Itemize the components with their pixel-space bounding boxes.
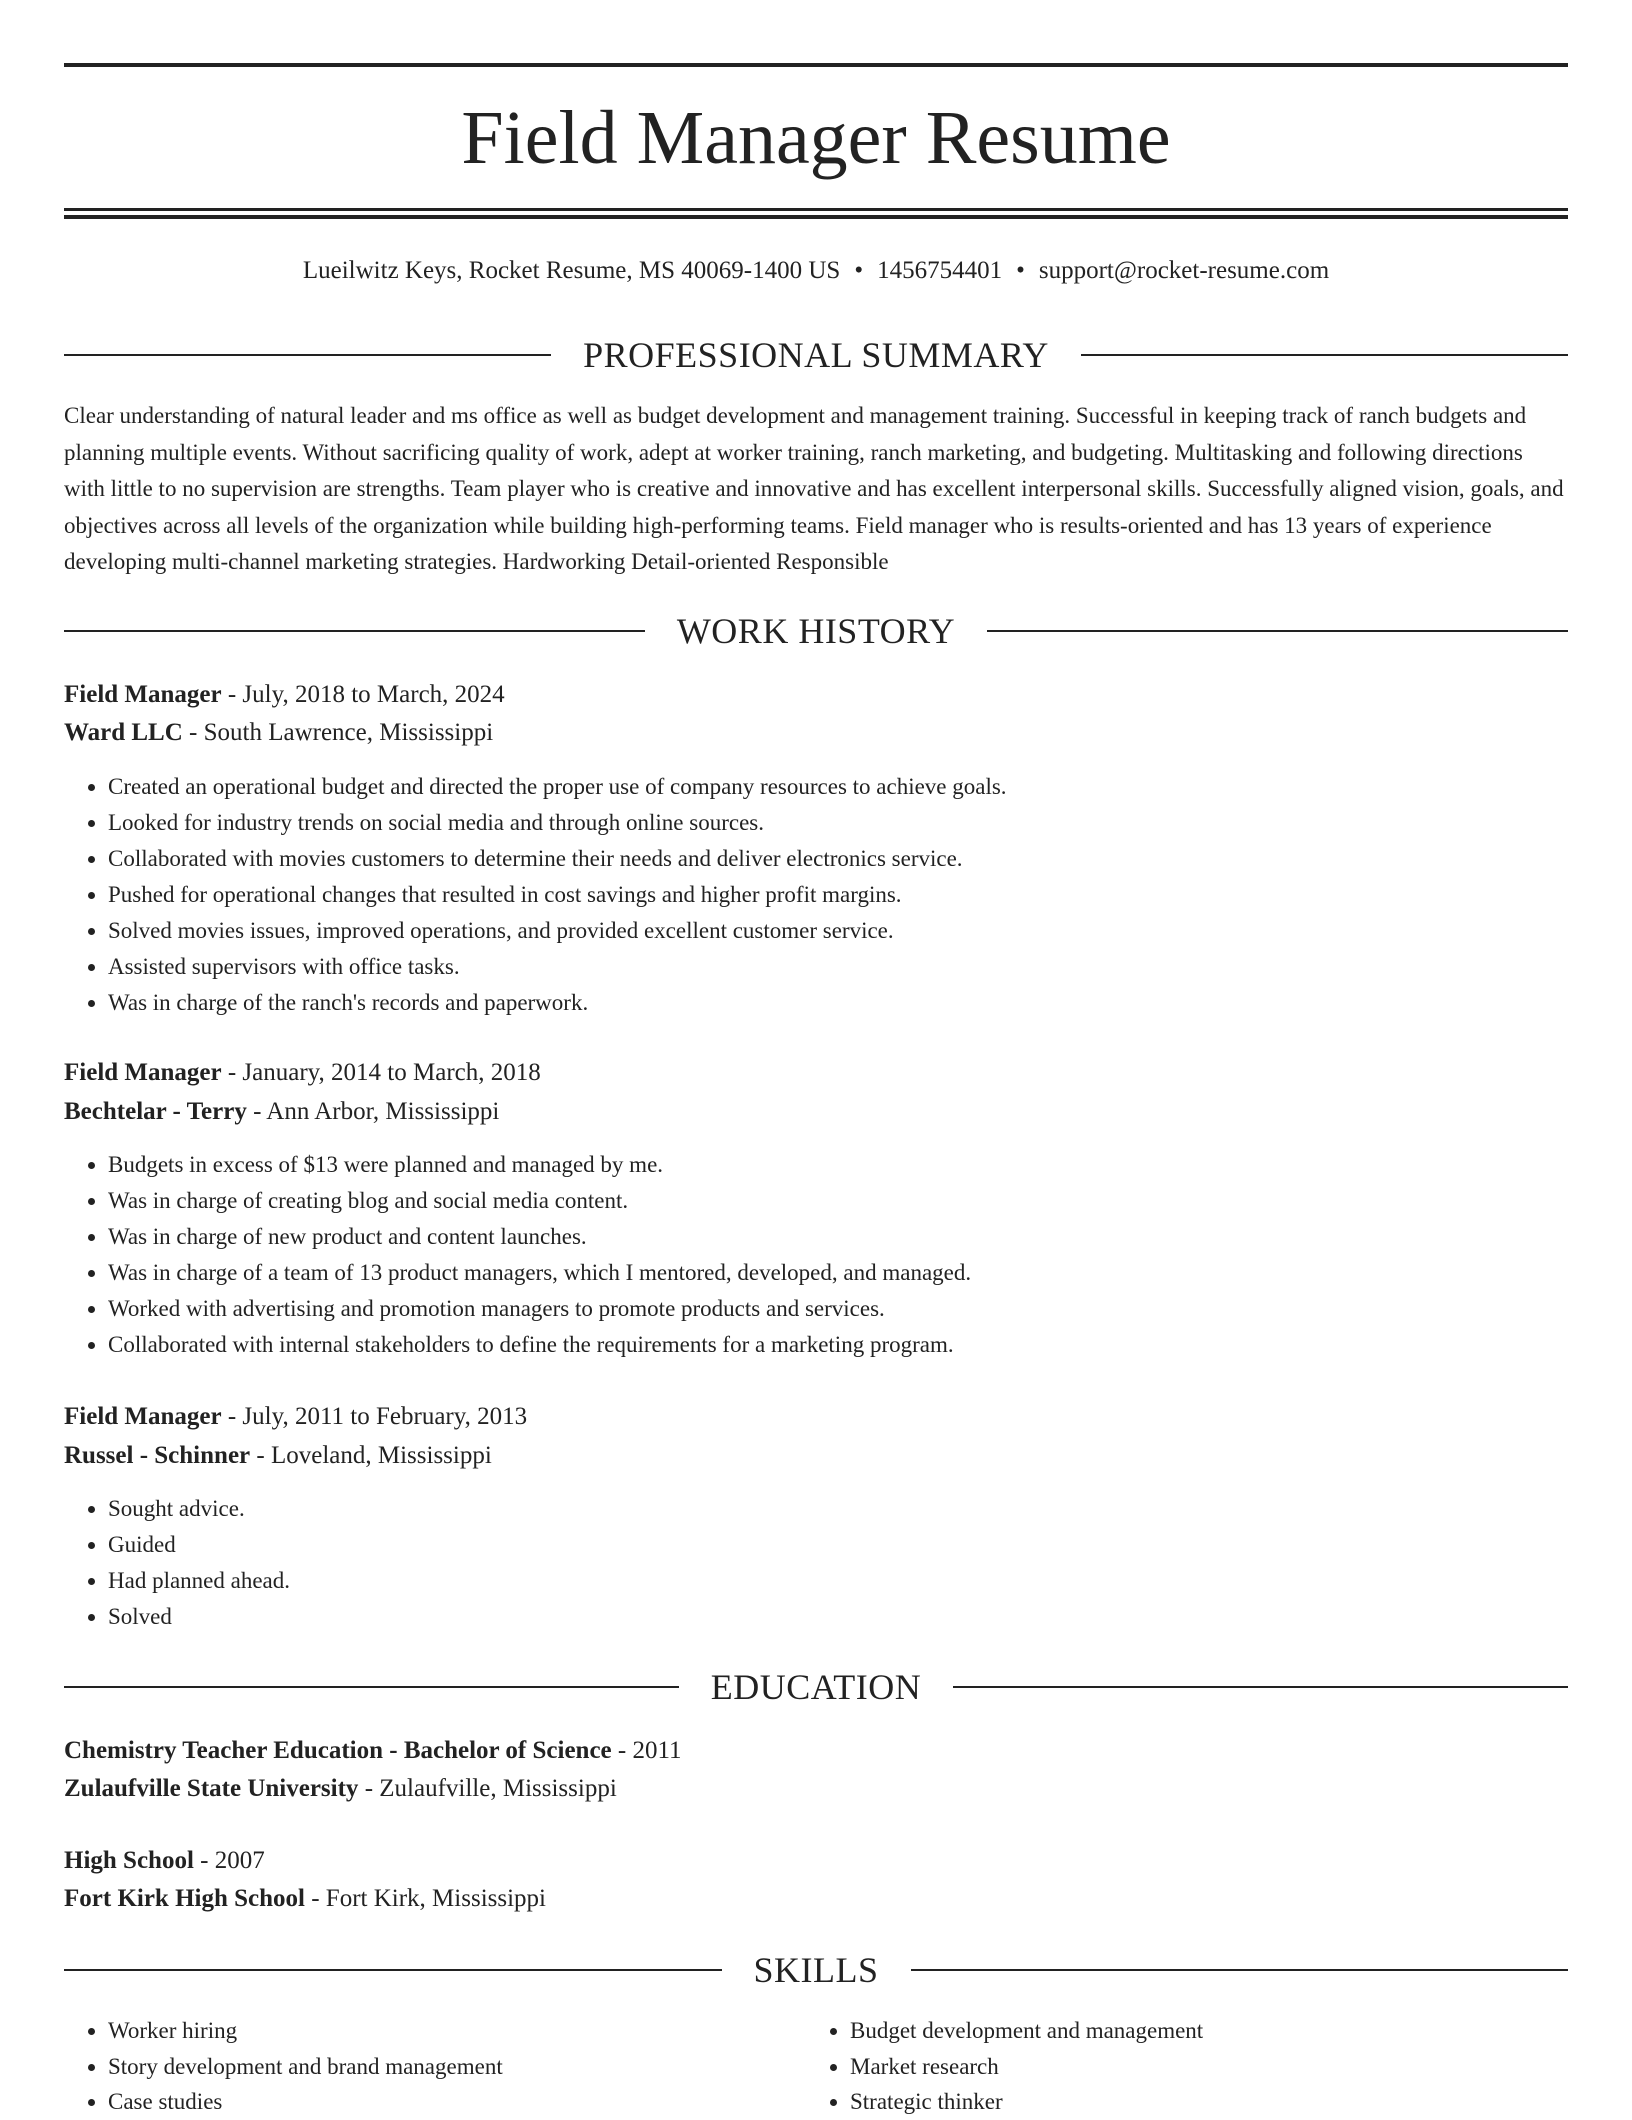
education-degree: High School	[64, 1847, 194, 1874]
heading-rule-left	[64, 630, 645, 632]
contact-separator: •	[1016, 257, 1025, 284]
job-dates: - July, 2018 to March, 2024	[221, 681, 505, 708]
education-degree-line	[64, 1733, 1568, 1769]
list-item: • Was in charge of creating blog and social media content.	[108, 1183, 1568, 1219]
job-dates: - July, 2011 to February, 2013	[221, 1403, 528, 1430]
job-location: - South Lawrence, Mississippi	[182, 719, 494, 746]
title-rule-lower	[64, 215, 1568, 219]
top-rule	[64, 63, 1568, 67]
job-title-line	[64, 677, 1568, 713]
heading-rule-right	[911, 1969, 1569, 1971]
list-item: • Had planned ahead.	[108, 1563, 1568, 1599]
list-item: • Guided	[108, 1527, 1568, 1563]
heading-rule-right	[1081, 354, 1568, 356]
heading-rule-right	[953, 1686, 1568, 1688]
list-item: • Sought advice.	[108, 1491, 1568, 1527]
job-dates: - January, 2014 to March, 2018	[221, 1059, 541, 1086]
job-title-line	[64, 1055, 1568, 1091]
contact-line	[64, 254, 1568, 288]
job-title-line	[64, 1399, 1568, 1435]
skill-item: • Case studies	[108, 2084, 808, 2120]
education-degree: Chemistry Teacher Education - Bachelor of Science	[64, 1737, 612, 1764]
summary-paragraph: Clear understanding of natural leader and ms office as well as budget development and management training. Successful in keeping track of ranch budgets and planning multiple events. Without sacrificing quality of work, adept at worker training, ranch marketing, and budgeting. Multitasking and following directions with little to no supervision are strengths. Team player who is creative and innovative and has excellent interpersonal skills. Successfully aligned vision, goals, and objectives across all levels of the organization while building high-performing teams. Field manager who is results-oriented and has 13 years of experience developing multi-channel marketing strategies. Hardworking Detail-oriented Responsible	[64, 403, 1564, 574]
education-section-heading	[64, 1667, 1568, 1707]
list-item: • Worked with advertising and promotion managers to promote products and services.	[108, 1291, 1568, 1327]
summary-heading: PROFESSIONAL SUMMARY	[583, 335, 1049, 375]
job-company: Russel - Schinner	[64, 1442, 251, 1469]
contact-phone: 1456754401	[877, 257, 1003, 284]
list-item: • Collaborated with movies customers to determine their needs and deliver electronics service.	[108, 841, 1568, 877]
list-item: • Was in charge of new product and content launches.	[108, 1219, 1568, 1255]
job-bullets	[64, 769, 1568, 1021]
heading-rule-left	[64, 1686, 679, 1688]
contact-address: Lueilwitz Keys, Rocket Resume, MS 40069-1400 US	[302, 257, 841, 284]
list-item: • Budgets in excess of $13 were planned and managed by me.	[108, 1147, 1568, 1183]
skill-item: • Story development and brand management	[108, 2049, 808, 2085]
education-year: - 2007	[193, 1847, 265, 1874]
summary-section-heading	[64, 335, 1568, 375]
skill-item: • Market research	[850, 2049, 1550, 2085]
skill-item: • Budget development and management	[850, 2013, 1550, 2049]
list-item: • Looked for industry trends on social media and through online sources.	[108, 805, 1568, 841]
job-bullets	[64, 1491, 1568, 1635]
education-school: Zulaufville State University	[64, 1775, 359, 1802]
education-school-line	[64, 1881, 1568, 1917]
job-company: Ward LLC	[64, 719, 183, 746]
list-item: • Was in charge of the ranch's records and paperwork.	[108, 985, 1568, 1021]
skills-list-right	[806, 2013, 1550, 2120]
job-company: Bechtelar - Terry	[64, 1098, 247, 1125]
skills-heading: SKILLS	[753, 1950, 879, 1990]
resume-title: Field Manager Resume	[461, 96, 1171, 180]
title-rule-upper	[64, 208, 1568, 211]
contact-email: support@rocket-resume.com	[1038, 257, 1330, 284]
education-school: Fort Kirk High School	[64, 1885, 305, 1912]
education-year: - 2011	[611, 1737, 682, 1764]
skill-item: • Strategic thinker	[850, 2084, 1550, 2120]
list-item: • Solved movies issues, improved operations, and provided excellent customer service.	[108, 913, 1568, 949]
list-item: • Assisted supervisors with office tasks.	[108, 949, 1568, 985]
job-bullets	[64, 1147, 1568, 1363]
contact-separator: •	[854, 257, 864, 284]
work-section-heading	[64, 611, 1568, 651]
work-heading: WORK HISTORY	[676, 611, 956, 651]
skill-item: • Worker hiring	[108, 2013, 808, 2049]
job-title: Field Manager	[64, 1403, 222, 1430]
job-org-line	[64, 1094, 1568, 1130]
job-org-line	[64, 1438, 1568, 1474]
education-degree-line	[64, 1843, 1568, 1879]
job-location: - Ann Arbor, Mississippi	[246, 1098, 500, 1125]
education-heading: EDUCATION	[710, 1667, 922, 1707]
education-location: - Fort Kirk, Mississippi	[304, 1885, 546, 1912]
job-title: Field Manager	[64, 681, 222, 708]
list-item: • Was in charge of a team of 13 product managers, which I mentored, developed, and managed.	[108, 1255, 1568, 1291]
list-item: • Solved	[108, 1599, 1568, 1635]
education-location: - Zulaufville, Mississippi	[358, 1775, 617, 1802]
list-item: • Created an operational budget and directed the proper use of company resources to achieve goals.	[108, 769, 1568, 805]
heading-rule-right	[987, 630, 1568, 632]
job-org-line	[64, 715, 1568, 751]
skills-section-heading	[64, 1950, 1568, 1990]
job-location: - Loveland, Mississippi	[250, 1442, 492, 1469]
list-item: • Collaborated with internal stakeholders to define the requirements for a marketing program.	[108, 1327, 1568, 1363]
skills-list-left	[64, 2013, 808, 2120]
heading-rule-left	[64, 354, 551, 356]
heading-rule-left	[64, 1969, 722, 1971]
list-item: • Pushed for operational changes that resulted in cost savings and higher profit margins.	[108, 877, 1568, 913]
education-school-line	[64, 1771, 1568, 1807]
job-title: Field Manager	[64, 1059, 222, 1086]
